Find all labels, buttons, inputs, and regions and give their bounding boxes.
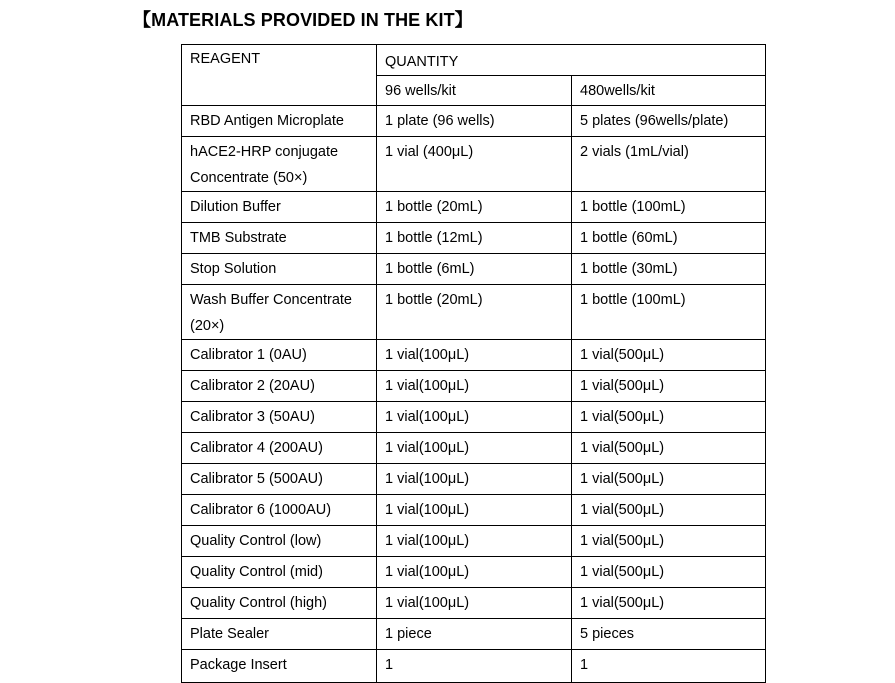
quantity-480-cell: 1 bottle (100mL) (572, 192, 766, 223)
quantity-480-cell: 1 bottle (30mL) (572, 254, 766, 285)
table-row (182, 526, 766, 557)
reagent-cell (182, 464, 377, 495)
section-heading: 【MATERIALS PROVIDED IN THE KIT】 (133, 10, 473, 30)
reagent-cell (182, 285, 377, 340)
quantity-480-cell: 1 bottle (60mL) (572, 223, 766, 254)
quantity-96-cell: 1 vial(100μL) (377, 557, 572, 588)
reagent-name-line: Calibrator 3 (50AU) (190, 409, 315, 425)
table-row (182, 557, 766, 588)
quantity-96-cell: 1 vial(100μL) (377, 464, 572, 495)
quantity-480-cell: 1 vial(500μL) (572, 433, 766, 464)
table-row (182, 137, 766, 192)
reagent-name-line: Calibrator 4 (200AU) (190, 440, 323, 456)
quantity-480-cell: 1 vial(500μL) (572, 464, 766, 495)
quantity-96-cell: 1 bottle (20mL) (377, 285, 572, 340)
reagent-cell (182, 588, 377, 619)
reagent-cell (182, 526, 377, 557)
table-row (182, 192, 766, 223)
quantity-480-cell: 1 vial(500μL) (572, 526, 766, 557)
table-row (182, 402, 766, 433)
reagent-header: REAGENT (182, 45, 377, 106)
subheader-96-wells: 96 wells/kit (377, 76, 572, 106)
quantity-header: QUANTITY (377, 45, 766, 76)
quantity-96-cell: 1 bottle (20mL) (377, 192, 572, 223)
quantity-480-cell: 1 bottle (100mL) (572, 285, 766, 340)
reagent-cell (182, 254, 377, 285)
reagent-name-line: Calibrator 5 (500AU) (190, 471, 323, 487)
quantity-480-cell: 5 pieces (572, 619, 766, 650)
reagent-name-line: Wash Buffer Concentrate (190, 292, 352, 308)
table-row (182, 223, 766, 254)
reagent-name-line: Plate Sealer (190, 626, 269, 642)
quantity-96-cell: 1 vial(100μL) (377, 371, 572, 402)
reagent-cell (182, 402, 377, 433)
reagent-cell (182, 192, 377, 223)
quantity-96-cell: 1 (377, 650, 572, 683)
table-row (182, 285, 766, 340)
quantity-96-cell: 1 vial(100μL) (377, 588, 572, 619)
quantity-480-cell: 1 vial(500μL) (572, 371, 766, 402)
table-row (182, 433, 766, 464)
quantity-480-cell: 1 vial(500μL) (572, 588, 766, 619)
reagent-name-line: RBD Antigen Microplate (190, 113, 344, 129)
reagent-name-line: Calibrator 2 (20AU) (190, 378, 315, 394)
table-row (182, 106, 766, 137)
quantity-96-cell: 1 plate (96 wells) (377, 106, 572, 137)
reagent-name-line: Stop Solution (190, 261, 277, 277)
reagent-name-line: Calibrator 6 (1000AU) (190, 502, 332, 518)
subheader-480-wells: 480wells/kit (572, 76, 766, 106)
quantity-96-cell: 1 vial (400μL) (377, 137, 572, 192)
reagent-name-line: Quality Control (high) (190, 595, 327, 611)
reagent-name-line: hACE2-HRP conjugate (190, 144, 339, 160)
reagent-cell (182, 557, 377, 588)
quantity-96-cell: 1 bottle (12mL) (377, 223, 572, 254)
table-row (182, 619, 766, 650)
reagent-cell (182, 340, 377, 371)
reagent-cell (182, 223, 377, 254)
quantity-480-cell: 5 plates (96wells/plate) (572, 106, 766, 137)
quantity-480-cell: 1 (572, 650, 766, 683)
quantity-480-cell: 1 vial(500μL) (572, 557, 766, 588)
table-row (182, 464, 766, 495)
reagent-name-line: Concentrate (50×) (190, 170, 308, 186)
reagent-name-line: (20×) (190, 318, 225, 334)
table-row (182, 254, 766, 285)
quantity-96-cell: 1 vial(100μL) (377, 433, 572, 464)
table-row (182, 495, 766, 526)
quantity-96-cell: 1 vial(100μL) (377, 495, 572, 526)
reagent-cell (182, 106, 377, 137)
quantity-96-cell: 1 piece (377, 619, 572, 650)
quantity-96-cell: 1 vial(100μL) (377, 402, 572, 433)
materials-table (181, 44, 766, 683)
reagent-cell (182, 433, 377, 464)
reagent-name-line: Calibrator 1 (0AU) (190, 347, 307, 363)
quantity-96-cell: 1 vial(100μL) (377, 526, 572, 557)
reagent-name-line: Dilution Buffer (190, 199, 281, 215)
table-header-row (182, 45, 766, 76)
reagent-cell (182, 371, 377, 402)
reagent-name-line: TMB Substrate (190, 230, 287, 246)
quantity-96-cell: 1 bottle (6mL) (377, 254, 572, 285)
quantity-96-cell: 1 vial(100μL) (377, 340, 572, 371)
quantity-480-cell: 1 vial(500μL) (572, 340, 766, 371)
reagent-cell (182, 137, 377, 192)
reagent-name-line: Quality Control (mid) (190, 564, 323, 580)
quantity-480-cell: 1 vial(500μL) (572, 495, 766, 526)
reagent-name-line: Package Insert (190, 657, 287, 673)
reagent-cell (182, 619, 377, 650)
table-row (182, 650, 766, 683)
table-row (182, 588, 766, 619)
reagent-name-line: Quality Control (low) (190, 533, 322, 549)
quantity-480-cell: 1 vial(500μL) (572, 402, 766, 433)
table-row (182, 371, 766, 402)
reagent-cell (182, 495, 377, 526)
reagent-cell (182, 650, 377, 683)
quantity-480-cell: 2 vials (1mL/vial) (572, 137, 766, 192)
table-row (182, 340, 766, 371)
